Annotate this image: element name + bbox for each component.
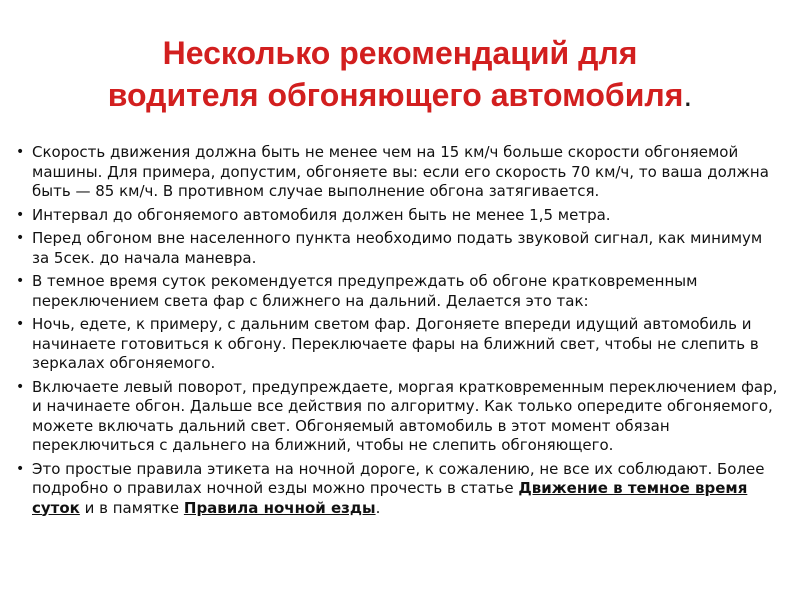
etiquette-text-before: Это простые правила этикета на ночной дороге, к сожалению, не все их соблюдают. Более подробно о правилах ночной езды можно прочесть в статье: [32, 459, 765, 497]
bullet-item-speed: • Скорость движения должна быть не менее чем на 15 км/ч больше скорости обгоняемой машины. Для примера, допустим, обгоняете вы: если его скорость 70 км/ч, то ваша должна быть — 85 км/ч. В противном случае выполнение обгона затягивается.: [16, 143, 780, 202]
title-line-2-text: водителя обгоняющего автомобиля: [107, 77, 684, 113]
title-line-2: [40, 74, 760, 116]
bullet-list: [16, 143, 780, 522]
bullet-item-interval: • Интервал до обгоняемого автомобиля должен быть не менее 1,5 метра.: [16, 206, 780, 226]
etiquette-text-after: .: [375, 498, 381, 517]
slide-title: [40, 32, 760, 116]
link-night-driving-rules[interactable]: Правила ночной езды: [183, 498, 376, 517]
bullet-item-horn-signal: • Перед обгоном вне населенного пункта необходимо подать звуковой сигнал, как минимум за 5сек. до начала маневра.: [16, 229, 780, 268]
bullet-item-etiquette: [16, 460, 780, 519]
bullet-item-night-approach: • Ночь, едете, к примеру, с дальним светом фар. Догоняете впереди идущий автомобиль и начинаете готовиться к обгону. Переключаете фары на ближний свет, чтобы не слепить в зеркалах обгоняемого.: [16, 315, 780, 374]
title-line-1: Несколько рекомендаций для: [162, 35, 638, 71]
link-night-driving-article[interactable]: Движение в темное время суток: [32, 479, 748, 517]
etiquette-text-middle: и в памятке: [79, 498, 184, 517]
title-period: .: [683, 77, 693, 113]
bullet-item-night-warning: • В темное время суток рекомендуется предупреждать об обгоне кратковременным переключением света фар с ближнего на дальний. Делается это так:: [16, 272, 780, 311]
bullet-item-overtake-steps: • Включаете левый поворот, предупреждаете, моргая кратковременным переключением фар, и начинаете обгон. Дальше все действия по алгоритму. Как только опередите обгоняемого, можете включать дальний свет. Обгоняемый автомобиль в этот момент обязан переключиться с дальнего на ближний, чтобы не слепить обгоняющего.: [16, 378, 780, 456]
